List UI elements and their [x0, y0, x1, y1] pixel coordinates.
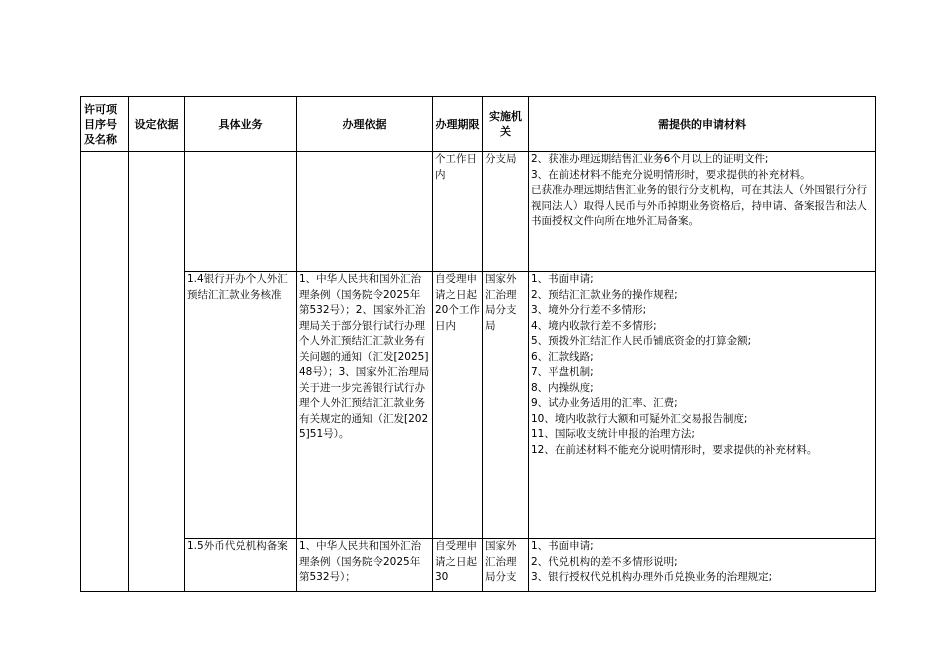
materials-cell — [529, 539, 876, 592]
header-basis: 设定依据 — [129, 97, 185, 152]
material-item: 6、汇款线路; — [531, 350, 594, 363]
business-cell: 1.5外币代兑机构备案 — [185, 539, 297, 592]
material-item: 2、预结汇汇款业务的操作规程; — [531, 288, 678, 301]
material-item: 3、在前述材料不能充分说明情形时，要求提供的补充材料。 — [531, 168, 811, 181]
material-item: 7、平盘机制; — [531, 366, 594, 378]
header-handling-basis: 办理依据 — [297, 97, 433, 152]
handling-basis-cell: 1、中华人民共和国外汇治理条例（国务院令2025年第532号）；2、国家外汇治理局关于部分银行试行办理个人外汇预结汇汇款业务有关问题的通知（汇发[2025]48号）；3、国家外汇治理局关于进一步完善银行试行办理个人外汇预结汇汇款业务有关规定的通知（汇发[2025]51号）。 — [297, 272, 433, 539]
materials-cell — [529, 152, 876, 272]
material-item: 10、境内收款行大额和可疑外汇交易报告制度; — [531, 412, 748, 425]
basis-cell — [129, 152, 185, 592]
materials-cell — [529, 272, 876, 539]
handling-basis-cell: 1、中华人民共和国外汇治理条例（国务院令2025年第532号）； — [297, 539, 433, 592]
authority-cell: 分支局 — [483, 152, 529, 272]
header-time-limit: 办理期限 — [433, 97, 483, 152]
material-item: 2、代兑机构的差不多情形说明; — [531, 555, 678, 568]
material-item: 2、获准办理远期结售汇业务6个月以上的证明文件; — [531, 153, 769, 165]
material-item: 3、银行授权代兑机构办理外币兑换业务的治理规定; — [531, 571, 773, 583]
table-header-row — [81, 97, 876, 152]
material-item: 已获准办理远期结售汇业务的银行分支机构，可在其法人（外国银行分行视同法人）取得人民币与外币掉期业务资格后，持申请、备案报告和法人书面授权文件向所在地外汇局备案。 — [531, 184, 867, 227]
header-id-name: 许可项目序号及名称 — [81, 97, 129, 152]
material-item: 9、试办业务适用的汇率、汇费; — [531, 397, 678, 409]
authority-cell: 国家外汇治理局分支 — [483, 539, 529, 592]
header-business: 具体业务 — [185, 97, 297, 152]
id-name-cell — [81, 152, 129, 592]
time-limit-cell: 个工作日内 — [433, 152, 483, 272]
permit-table — [80, 96, 876, 592]
material-item: 12、在前述材料不能充分说明情形时，要求提供的补充材料。 — [531, 443, 818, 456]
material-item: 3、境外分行差不多情形; — [531, 304, 647, 316]
business-cell: 1.4银行开办个人外汇预结汇汇款业务核准 — [185, 272, 297, 539]
business-cell — [185, 152, 297, 272]
material-item: 1、书面申请; — [531, 540, 594, 552]
material-item: 1、书面申请; — [531, 273, 594, 285]
table-row — [81, 272, 876, 539]
handling-basis-cell — [297, 152, 433, 272]
material-item: 5、预拨外汇结汇作人民币铺底资金的打算金额; — [531, 335, 752, 347]
time-limit-cell: 自受理申请之日起20个工作日内 — [433, 272, 483, 539]
material-item: 4、境内收款行差不多情形; — [531, 319, 657, 332]
time-limit-cell: 自受理申请之日起30 — [433, 539, 483, 592]
table-row — [81, 152, 876, 272]
authority-cell: 国家外汇治理局分支局 — [483, 272, 529, 539]
material-item: 8、内操纵度; — [531, 381, 594, 394]
header-materials: 需提供的申请材料 — [529, 97, 876, 152]
material-item: 11、国际收支统计申报的治理方法; — [531, 428, 695, 440]
header-authority: 实施机关 — [483, 97, 529, 152]
table-row — [81, 539, 876, 592]
